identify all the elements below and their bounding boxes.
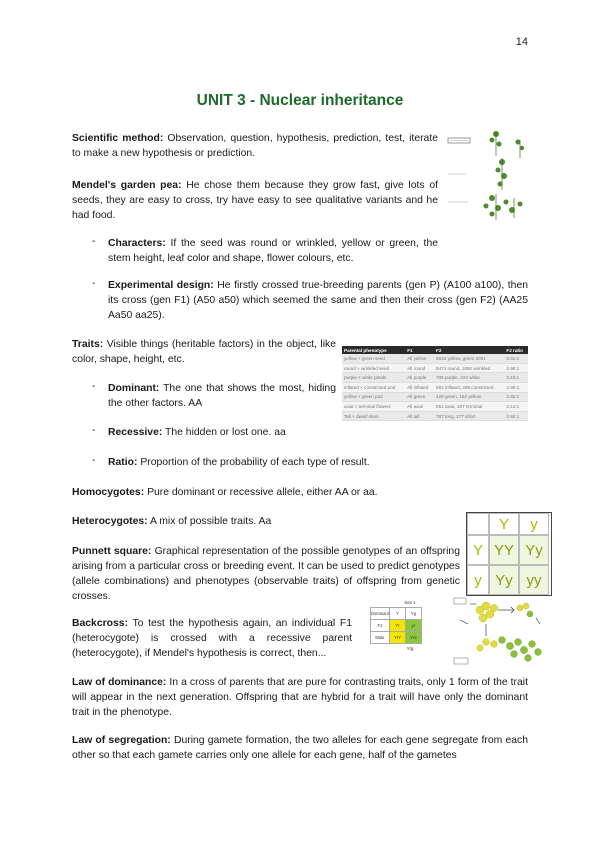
experimental-design-text: He firstly crossed true-breeding parents (gen P) (A100 a100), then its cross (gen F1) (A50 a50) which seemed the same and then their cross (gen F2) (AA25 Aa50 aa25). (108, 280, 528, 321)
pea-plant-figure (446, 128, 530, 228)
pea-plant-illustration (446, 128, 530, 228)
ratio-text: Proportion of the probability of each type of result. (140, 457, 370, 468)
bullet-dash: - (92, 425, 96, 436)
backcross-seeds-figure (450, 594, 552, 672)
backcross-cell: Yr (389, 620, 405, 632)
punnett-left-allele: Y (467, 535, 489, 565)
table-cell: 5474 round, 1850 wrinkled (434, 363, 504, 373)
table-cell: yellow × green seed (342, 354, 405, 363)
punnett-left-allele: y (467, 565, 489, 595)
law-of-segregation-paragraph (72, 733, 528, 763)
recessive-text: The hidden or lost one. aa (165, 427, 286, 438)
characters-bullet (108, 236, 438, 266)
backcross-text: To test the hypothesis again, an individual F1 (heterocygote) is crossed with a recessive parent (heterocygote), if Mendel's hypothesis is correct, then... (72, 618, 352, 659)
table-cell: 882 inflated, 299 constricted (434, 382, 504, 392)
characters-text: If the seed was round or wrinkled, yellow or green, the stem height, leaf color and shape, flower colours, etc. (108, 238, 438, 264)
ratio-term: Ratio: (108, 457, 138, 468)
table-row (342, 392, 528, 402)
punnett-cell: YY (489, 535, 519, 565)
table-cell: yellow × green pod (342, 392, 405, 402)
backcross-cell: Male (371, 632, 390, 644)
experimental-design-bullet (108, 278, 528, 323)
table-cell: All yellow (405, 354, 434, 363)
mendel-term: Mendel's garden pea: (72, 180, 182, 191)
phenotype-col-header: Parental phenotype (342, 346, 405, 354)
table-cell: All round (405, 363, 434, 373)
table-cell: Tall × dwarf stem (342, 411, 405, 421)
punnett-square-figure (466, 512, 552, 598)
table-row (342, 363, 528, 373)
table-cell: 6022 yellow, green 2001 (434, 354, 504, 363)
phenotype-col-header: F2 ratio (504, 346, 528, 354)
homocygotes-paragraph (72, 485, 472, 500)
table-cell: 2.84:1 (504, 411, 528, 421)
ratio-bullet (108, 455, 438, 470)
mendel-text: He chose them because they grow fast, give lots of seeds, they are easy to cross, try have easy to see qualitative variants and he had food. (72, 180, 439, 221)
backcross-table (370, 607, 422, 644)
punnett-cell: Yy (489, 565, 519, 595)
table-cell: All inflated (405, 382, 434, 392)
table-cell: 2.96:1 (504, 363, 528, 373)
punnett-cell: yy (519, 565, 549, 595)
table-cell: purple × white petals (342, 373, 405, 383)
phenotype-table-header (342, 346, 528, 354)
backcross-header: Sex 1 (404, 600, 416, 605)
law-of-segregation-term: Law of segregation: (72, 735, 171, 746)
page-number: 14 (515, 36, 528, 48)
experimental-design-term: Experimental design: (108, 280, 214, 291)
punnett-top-allele: y (519, 513, 549, 535)
table-cell: 705 purple, 224 white (434, 373, 504, 383)
law-of-dominance-paragraph (72, 675, 528, 720)
punnett-cell: Yy (519, 535, 549, 565)
phenotype-col-header: F1 (405, 346, 434, 354)
table-row (342, 402, 528, 412)
recessive-bullet (108, 425, 348, 440)
table-cell: All axial (405, 402, 434, 412)
law-of-segregation-text: During gamete formation, the two alleles for each gene segregate from each other so that each gamete carries only one allele for each gene, half of the gametes (72, 735, 528, 761)
bullet-dash: - (92, 236, 96, 247)
characters-term: Characters: (108, 238, 166, 249)
backcross-cell: Y (389, 608, 405, 620)
backcross-table-figure (362, 600, 444, 666)
homocygotes-text: Pure dominant or recessive allele, either AA or aa. (147, 487, 378, 498)
scientific-method-text: Observation, question, hypothesis, prediction, test, iterate to make a new hypothesis or prediction. (72, 133, 439, 159)
backcross-footer: Y/g (406, 646, 414, 651)
table-cell: inflated × constricted pod (342, 382, 405, 392)
table-cell: 3.14:1 (504, 402, 528, 412)
traits-text: Visible things (heritable factors) in the object, like color, shape, height, etc. (72, 339, 336, 365)
heterocygotes-text: A mix of possible traits. Aa (149, 516, 272, 527)
homocygotes-term: Homocygotes: (72, 487, 145, 498)
law-of-dominance-term: Law of dominance: (72, 677, 167, 688)
bullet-dash: - (92, 381, 96, 392)
punnett-top-allele: Y (489, 513, 519, 535)
backcross-cell: F1 (371, 620, 390, 632)
table-cell: 3.01:1 (504, 354, 528, 363)
scientific-method-term: Scientific method: (72, 133, 164, 144)
table-cell: All purple (405, 373, 434, 383)
table-cell: 3.15:1 (504, 373, 528, 383)
recessive-term: Recessive: (108, 427, 163, 438)
dominant-text: The one that shows the most, hiding the other factors. AA (108, 383, 336, 409)
table-cell: 428 green, 152 yellow (434, 392, 504, 402)
backcross-cell: Yg (405, 608, 421, 620)
backcross-paragraph (72, 616, 352, 661)
mendel-paragraph (72, 178, 438, 223)
page-title: UNIT 3 - Nuclear inheritance (196, 92, 404, 109)
table-cell: 2.95:1 (504, 382, 528, 392)
backcross-cell: Yr2 (405, 632, 421, 644)
bullet-dash: - (92, 455, 96, 466)
backcross-cell: YrY (389, 632, 405, 644)
table-cell: round × wrinkled seed (342, 363, 405, 373)
law-of-dominance-text: In a cross of parents that are pure for contrasting traits, only 1 form of the trait will appear in the next generation. Offspring that are hybrid for a trait will have only the dominant trait in the phenotype. (72, 677, 528, 718)
dominant-term: Dominant: (108, 383, 160, 394)
table-cell: axial × terminal flowers (342, 402, 405, 412)
bullet-dash: - (92, 278, 96, 289)
punnett-corner (467, 513, 489, 535)
table-cell: 2.82:1 (504, 392, 528, 402)
heterocygotes-term: Heterocygotes: (72, 516, 148, 527)
table-cell: All tall (405, 411, 434, 421)
backcross-cell: yr (405, 620, 421, 632)
table-row (342, 382, 528, 392)
table-row (342, 373, 528, 383)
backcross-cell: Dominant (371, 608, 390, 620)
punnett-term: Punnett square: (72, 546, 152, 557)
table-cell: 651 axial, 207 terminal (434, 402, 504, 412)
table-row (342, 411, 528, 421)
punnett-paragraph (72, 544, 460, 604)
table-cell: 787 long, 277 short (434, 411, 504, 421)
heterocygotes-paragraph (72, 514, 452, 529)
traits-paragraph (72, 337, 336, 367)
table-row (342, 354, 528, 363)
table-cell: All green (405, 392, 434, 402)
punnett-grid (466, 512, 552, 596)
pea-seeds-illustration (450, 594, 552, 672)
scientific-method-paragraph (72, 131, 438, 161)
punnett-text: Graphical representation of the possible genotypes of an offspring arising from a particular cross or breeding event. It can be used to predict genotypes (allele combinations) and phenotypes (observable traits) of offspring from genetic crosses. (72, 546, 460, 602)
backcross-term: Backcross: (72, 618, 129, 629)
phenotype-col-header: F2 (434, 346, 504, 354)
dominant-bullet (108, 381, 336, 411)
phenotype-table (342, 346, 528, 421)
traits-term: Traits: (72, 339, 104, 350)
phenotype-table-figure (342, 346, 528, 421)
